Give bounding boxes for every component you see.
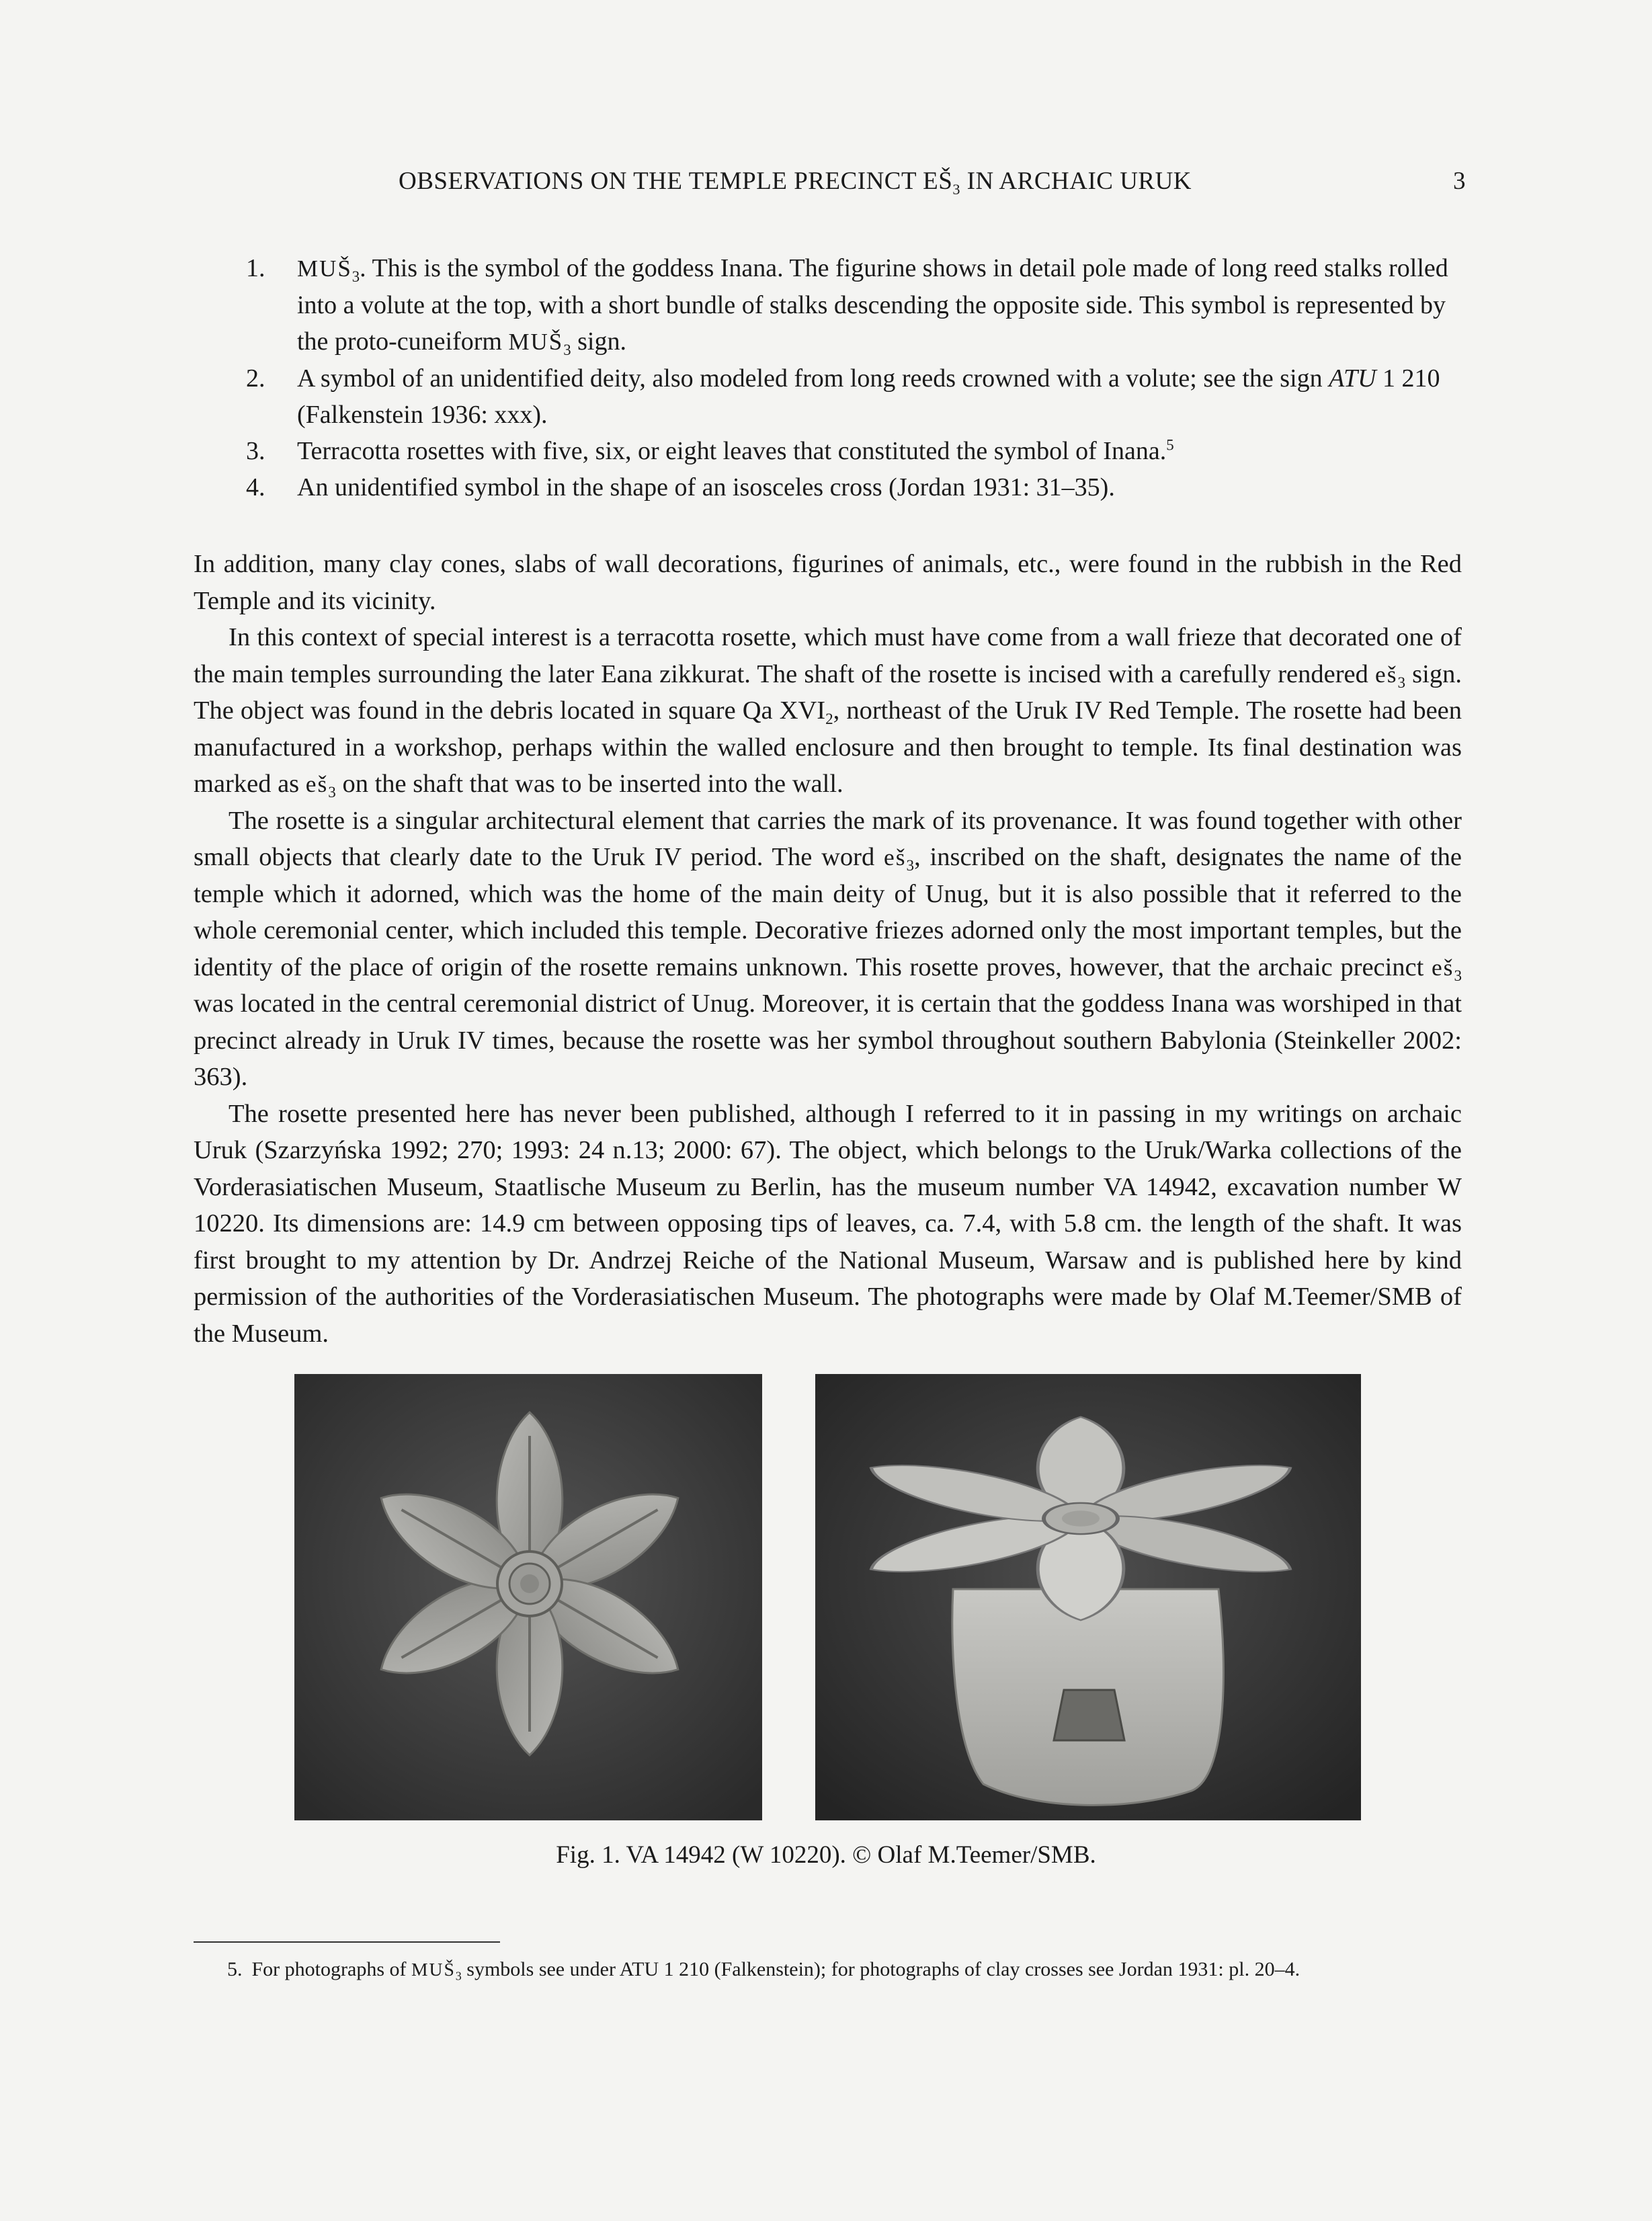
running-header [0,167,1652,200]
body-text [194,546,1462,1352]
list-item: 2. A symbol of an unidentified deity, also modeled from long reeds crowned with a volute; see the sign ATU 1 210 (Falkenstein 1936: xxx). [246,364,1440,429]
paragraph: The rosette presented here has never been published, although I referred to it in passing in my writings on archaic Uruk (Szarzyńska 1992; 270; 1993: 24 n.13; 2000: 67). The object, which belongs to the Uruk/Warka collections of the Vorderasiatischen Museum, Staatlische Museum zu Berlin, has the museum number VA 14942, excavation number W 10220. Its dimensions are: 14.9 cm between opposing tips of leaves, ca. 7.4, with 5.8 cm. the length of the shaft. It was first brought to my attention by Dr. Andrzej Reiche of the National Museum, Warsaw and is published here by kind permission of the authorities of the Vorderasiatischen Museum. The photographs were made by Olaf M.Teemer/SMB of the Museum. [194,1099,1462,1348]
running-title: OBSERVATIONS ON THE TEMPLE PRECINCT $EŠ_3$ IN ARCHAIC URUK [399,167,1192,198]
list-item: 1. $MUŠ_3$. This is the symbol of the goddess Inana. The figurine shows in detail pole made of long reed stalks rolled into a volute at the top, with a short bundle of stalks descending the opposite side. This symbol is represented by the proto-cuneiform $MUŠ_3$ sign. [246,254,1448,358]
page-number: 3 [1453,167,1466,195]
paragraph: In this context of special interest is a terracotta rosette, which must have come from a wall frieze that decorated one of the main temples surrounding the later Eana zikkurat. The shaft of the rosette is incised with a carefully rendered $eš_3$ sign. The object was found in the debris located in square Qa $XVI_2$, northeast of the Uruk IV Red Temple. The rosette had been manufactured in a workshop, perhaps within the walled enclosure and then brought to temple. Its final destination was marked as $eš_3$ on the shaft that was to be inserted into the wall. [194,623,1462,801]
rosette-side-photo [815,1374,1361,1820]
footnote-ref[interactable]: 5 [1166,436,1174,454]
list-item: 3. Terracotta rosettes with five, six, or eight leaves that constituted the symbol of Inana.$^5$ [246,436,1174,465]
list-item: 4. An unidentified symbol in the shape of an isosceles cross (Jordan 1931: 31–35). [246,473,1115,501]
footnote: 5. For photographs of $MUŠ_3$ symbols see under ATU 1 210 (Falkenstein); for photographs of clay crosses see Jordan 1931: pl. 20–4. [227,1958,1300,1983]
footnote-divider [194,1941,500,1943]
figure-caption: Fig. 1. VA 14942 (W 10220). © Olaf M.Teemer/SMB. [556,1841,1096,1869]
paragraph: The rosette is a singular architectural element that carries the mark of its provenance. It was found together with other small objects that clearly date to the Uruk IV period. The word $eš_3$, inscribed on the shaft, designates the name of the temple which it adorned, which was the home of the main deity of Unug, but it is also possible that it referred to the whole ceremonial center, which included this temple. Decorative friezes adorned only the most important temples, but the identity of the place of origin of the rosette remains unknown. This rosette proves, however, that the archaic precinct $eš_3$ was located in the central ceremonial district of Unug. Moreover, it is certain that the goddess Inana was worshiped in that precinct already in Uruk IV times, because the rosette was her symbol throughout southern Babylonia (Steinkeller 2002: 363). [194,806,1462,1091]
figure [294,1374,1361,1820]
paragraph: In addition, many clay cones, slabs of wall decorations, figurines of animals, etc., were found in the rubbish in the Red Temple and its vicinity. [194,550,1462,615]
symbol-list [233,250,1462,506]
rosette-top-photo [294,1374,762,1820]
